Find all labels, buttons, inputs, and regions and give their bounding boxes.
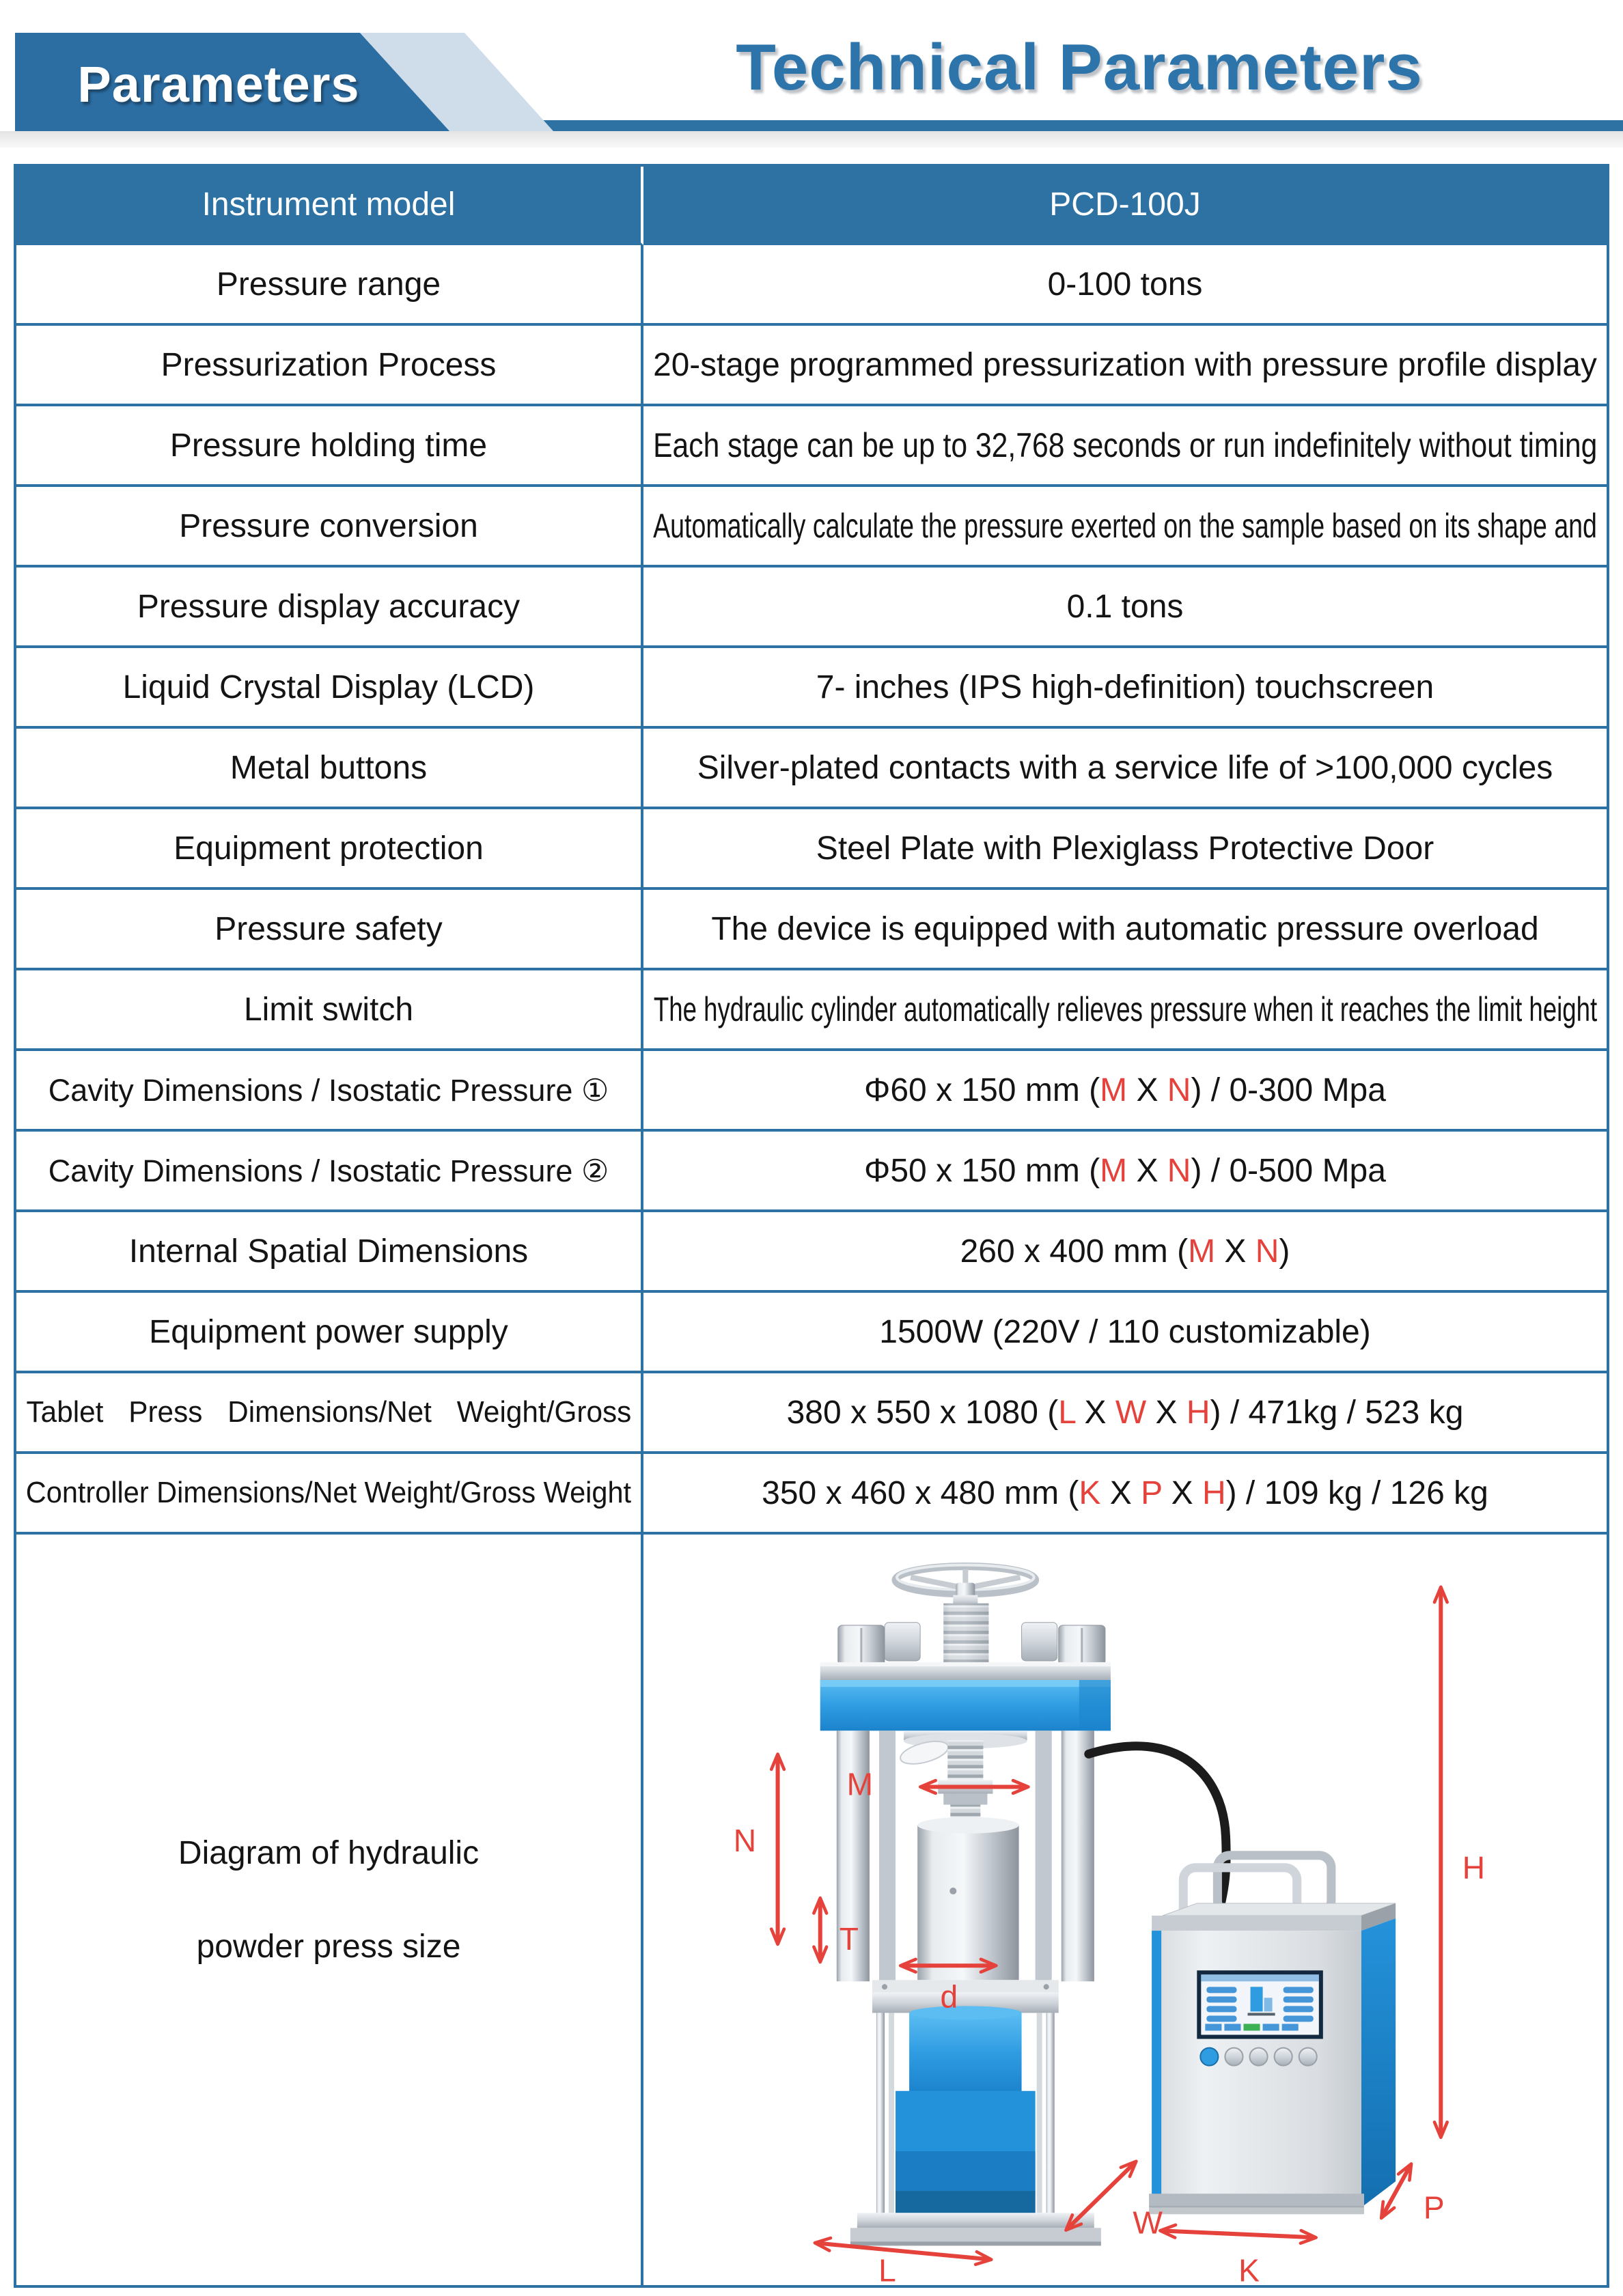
dim-label-K: K bbox=[1238, 2252, 1260, 2285]
controller-illustration bbox=[1149, 1856, 1396, 2214]
param-name: Controller Dimensions/Net Weight/Gross Weight bbox=[16, 1454, 643, 1535]
param-value: 0-100 tons bbox=[643, 245, 1607, 326]
banner-shadow-band bbox=[0, 131, 1623, 148]
param-name: Pressurization Process bbox=[16, 326, 643, 406]
param-value: Silver-plated contacts with a service life of >100,000 cycles bbox=[643, 729, 1607, 809]
param-name: Pressure safety bbox=[16, 890, 643, 970]
param-name: Equipment power supply bbox=[16, 1293, 643, 1373]
param-value: Steel Plate with Plexiglass Protective Door bbox=[643, 809, 1607, 890]
param-value: Each stage can be up to 32,768 seconds or run indefinitely without timing bbox=[643, 406, 1607, 487]
power-cable bbox=[1089, 1746, 1226, 1910]
handwheel bbox=[896, 1565, 1036, 1606]
crosshead bbox=[820, 1680, 1111, 1731]
param-value: 350 x 460 x 480 mm (K X P X H) / 109 kg / 126 kg bbox=[643, 1454, 1607, 1535]
param-name: Cavity Dimensions / Isostatic Pressure ② bbox=[16, 1132, 643, 1212]
spec-table bbox=[14, 164, 1609, 2288]
ribbon-label: Parameters bbox=[77, 55, 360, 113]
press-illustration bbox=[820, 1565, 1111, 2246]
param-name: Limit switch bbox=[16, 970, 643, 1051]
dim-label-d: d bbox=[940, 1978, 958, 2015]
dim-label-P: P bbox=[1423, 2189, 1445, 2226]
controller-lid-top bbox=[1163, 1903, 1396, 1916]
diagram-caption-line1: Diagram of hydraulic bbox=[178, 1834, 480, 1871]
header-cell-value: PCD-100J bbox=[643, 167, 1607, 245]
press-diagram bbox=[643, 1535, 1607, 2285]
dim-label-H: H bbox=[1462, 1849, 1486, 1886]
param-value: The hydraulic cylinder automatically relieves pressure when it reaches the limit height bbox=[643, 970, 1607, 1051]
param-value: The device is equipped with automatic pressure overload bbox=[643, 890, 1607, 970]
param-name: Equipment protection bbox=[16, 809, 643, 890]
diagram-image-cell bbox=[643, 1535, 1607, 2285]
hydraulic-block bbox=[896, 2006, 1036, 2213]
dim-K-arrow bbox=[1161, 2230, 1315, 2237]
dim-label-N: N bbox=[733, 1822, 757, 1858]
dim-label-L: L bbox=[878, 2252, 896, 2285]
dim-label-T: T bbox=[839, 1921, 859, 1957]
diagram-caption-cell bbox=[16, 1535, 643, 2285]
base-plate bbox=[850, 2213, 1101, 2245]
param-name: Pressure conversion bbox=[16, 487, 643, 568]
param-name: Pressure range bbox=[16, 245, 643, 326]
ram-cylinder bbox=[917, 1817, 1018, 1980]
param-value: 7- inches (IPS high-definition) touchscreen bbox=[643, 648, 1607, 729]
param-name: Metal buttons bbox=[16, 729, 643, 809]
param-name: Tablet Press Dimensions/Net Weight/Gross bbox=[16, 1373, 643, 1454]
piston-screw bbox=[947, 1740, 983, 1780]
header-cell-param: Instrument model bbox=[16, 167, 643, 245]
param-name: Pressure display accuracy bbox=[16, 568, 643, 648]
param-value: Automatically calculate the pressure exerted on the sample based on its shape and bbox=[643, 487, 1607, 568]
dim-label-M: M bbox=[846, 1766, 874, 1802]
param-name: Internal Spatial Dimensions bbox=[16, 1212, 643, 1293]
dim-label-W: W bbox=[1133, 2204, 1163, 2241]
param-name: Cavity Dimensions / Isostatic Pressure ① bbox=[16, 1051, 643, 1132]
param-value: 0.1 tons bbox=[643, 568, 1607, 648]
param-value: Φ50 x 150 mm (M X N) / 0-500 Mpa bbox=[643, 1132, 1607, 1212]
column-right bbox=[1062, 1731, 1094, 1981]
page-title: Technical Parameters bbox=[736, 31, 1423, 104]
param-name: Liquid Crystal Display (LCD) bbox=[16, 648, 643, 729]
param-value: 20-stage programmed pressurization with pressure profile display bbox=[643, 326, 1607, 406]
controller-touchscreen bbox=[1197, 1970, 1323, 2039]
diagram-caption-line2: powder press size bbox=[196, 1928, 461, 1965]
param-name: Pressure holding time bbox=[16, 406, 643, 487]
dim-W-arrow bbox=[1067, 2162, 1135, 2229]
param-value: 1500W (220V / 110 customizable) bbox=[643, 1293, 1607, 1373]
param-value: 380 x 550 x 1080 (L X W X H) / 471kg / 523 kg bbox=[643, 1373, 1607, 1454]
param-value: 260 x 400 mm (M X N) bbox=[643, 1212, 1607, 1293]
controller-side bbox=[1361, 1918, 1396, 2207]
param-value: Φ60 x 150 mm (M X N) / 0-300 Mpa bbox=[643, 1051, 1607, 1132]
